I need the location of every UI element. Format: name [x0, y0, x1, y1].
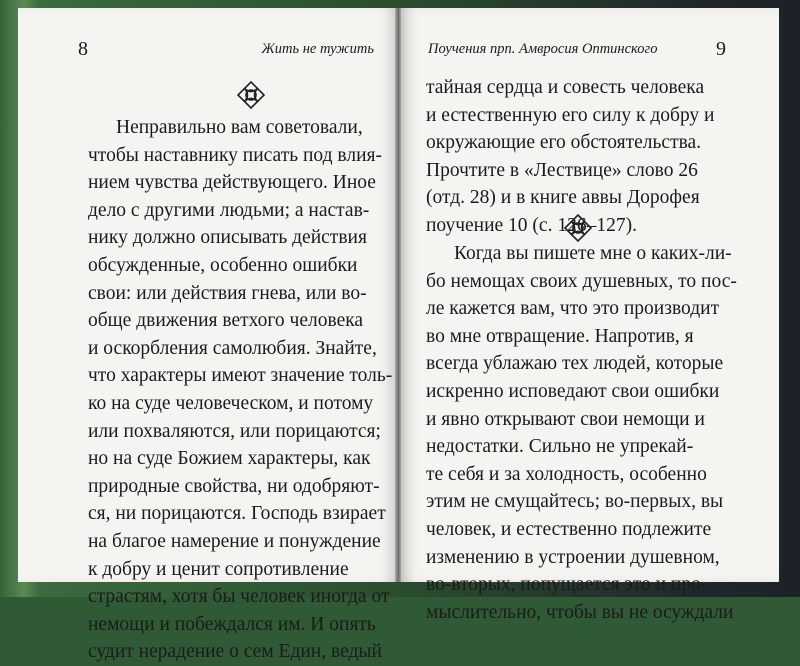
right-bottom-paragraph: [426, 240, 746, 626]
text-line: на благое намерение и понуждение: [88, 530, 381, 552]
knot-ornament-icon: [563, 213, 593, 243]
text-line: и естественную его силу к добру и: [426, 104, 715, 126]
text-line: Когда вы пишете мне о каких-ли-: [454, 243, 732, 264]
running-head: Поучения прп. Амвросия Оптинского: [428, 41, 658, 57]
text-line: обсужденные, особенно ошибки: [88, 254, 358, 276]
text-line: свои: или действия гнева, или во-: [88, 282, 367, 304]
text-line: и явно открывают свои немощи и: [426, 408, 705, 430]
text-line: во-вторых, попущается это и про-: [426, 574, 708, 596]
text-line: недостатки. Сильно не упрекай-: [426, 436, 694, 458]
text-line: изменению в устроении душевном,: [426, 546, 720, 568]
text-line: что характеры имеют значение толь-: [88, 365, 393, 387]
text-line: ко на суде человеческом, и потому: [88, 392, 374, 414]
text-line: нием чувства действующего. Иное: [88, 172, 376, 194]
text-line: чтобы наставнику писать под влия-: [88, 144, 382, 166]
book-gutter: [395, 8, 401, 582]
left-page: [18, 8, 398, 663]
text-line: ле кажется вам, что это производит: [426, 298, 720, 320]
text-line: мыслительно, чтобы вы не осуждали: [426, 601, 734, 623]
text-line: обще движения ветхого человека: [88, 310, 364, 332]
text-line: немощи и побеждался им. И опять: [88, 613, 376, 635]
text-line: и оскорбления самолюбия. Знайте,: [88, 337, 377, 359]
text-line: человек, и естественно подлежите: [426, 518, 712, 540]
text-line: во мне отвращение. Напротив, я: [426, 325, 694, 347]
text-line: те себя и за холодность, особенно: [426, 463, 707, 485]
knot-ornament-icon: [236, 80, 266, 110]
text-line: но на суде Божием характеры, как: [88, 448, 371, 470]
left-body-text: [88, 114, 393, 666]
text-line: окружающие его обстоятельства.: [426, 132, 702, 154]
text-line: страстям, хотя бы человек иногда от: [88, 586, 390, 608]
text-line: искренно исповедают свои ошибки: [426, 380, 720, 402]
text-line: тайная сердца и совесть человека: [426, 77, 705, 98]
text-line: бо немощах своих душевных, то пос-: [426, 270, 737, 292]
text-line: к добру и ценит сопротивление: [88, 558, 349, 580]
text-line: дело с другими людьми; а настав-: [88, 199, 370, 221]
text-line: природные свойства, ни одобряют-: [88, 475, 380, 497]
text-line: всегда ублажаю тех людей, которые: [426, 353, 724, 375]
text-line: Прочтите в «Лествице» слово 26: [426, 159, 698, 181]
running-head: Жить не тужить: [261, 41, 374, 57]
text-line: ся, ни порицаются. Господь взирает: [88, 503, 386, 525]
text-line: поучение 10 (с. 126–127).: [426, 214, 637, 236]
text-line: этим не смущайтесь; во-первых, вы: [426, 491, 724, 513]
page-number: 8: [78, 38, 88, 60]
text-line: или похваляются, или порицаются;: [88, 420, 381, 442]
text-line: Неправильно вам советовали,: [116, 117, 363, 138]
text-line: нику должно описывать действия: [88, 227, 367, 249]
page-number: 9: [716, 38, 726, 60]
right-page: [398, 8, 779, 623]
text-line: судит нерадение о сем Един, ведый: [88, 641, 382, 663]
text-line: (отд. 28) и в книге аввы Дорофея: [426, 187, 700, 209]
